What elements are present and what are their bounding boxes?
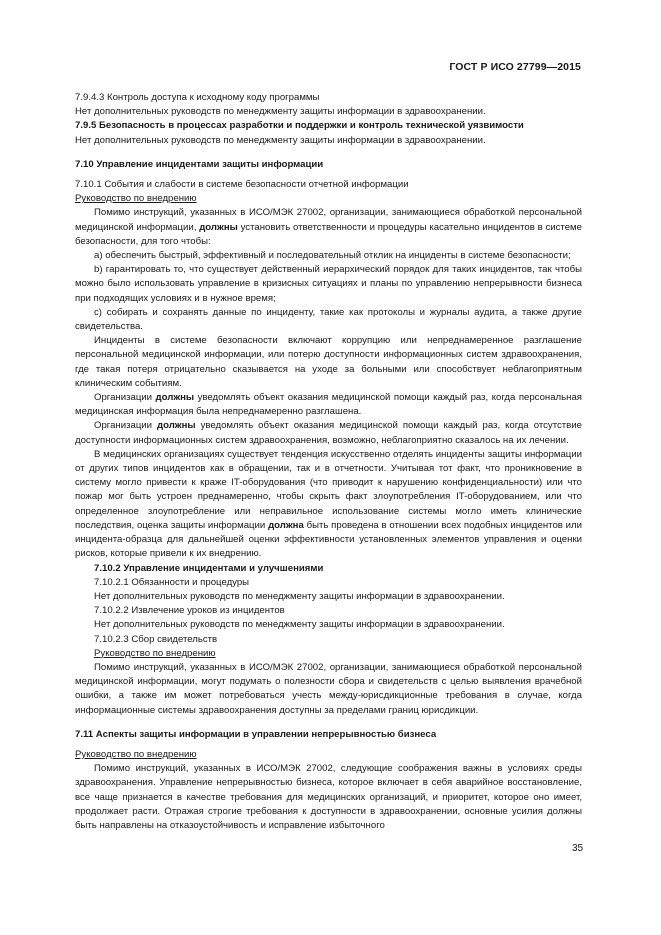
paragraph: Нет дополнительных руководств по менеджменту защиты информации в здравоохранении.	[75, 106, 486, 118]
text-run: В медицинских организациях существует тенденция искусственно отделять инциденты защиты информации от других типов инцидентов как в обращении, так и в отчетности. Учитывая тот факт, что проникновение в систему могло привести к краже IT-оборудования (что приводит к нарушению конфиденциальности) или что пожар мог быть устроен преднамеренно, чтобы скрыть факт злоупотребления IT-оборудованием, или что определенное злоупотребление или неправильное использование системы могло иметь клинические последствия, оценка защиты информации	[75, 448, 582, 531]
section-heading: 7.10.2 Управление инцидентами и улучшениями	[94, 562, 324, 574]
text-run: установить ответственности и процедуры касательно инцидентов в системе безопасности, для того чтобы:	[75, 221, 582, 247]
paragraph: 7.10.2.2 Извлечение уроков из инцидентов	[94, 605, 285, 617]
page-number: 35	[572, 843, 584, 854]
paragraph: a) обеспечить быстрый, эффективный и последовательный отклик на инциденты в системе безопасности;	[94, 250, 571, 262]
guidance-label: Руководство по внедрению	[94, 647, 216, 659]
guidance-label: Руководство по внедрению	[75, 748, 197, 760]
emphasis-text: должны	[155, 392, 195, 404]
section-heading: 7.11 Аспекты защиты информации в управлении непрерывностью бизнеса	[75, 728, 437, 740]
text-run: Помимо инструкций, указанных в ИСО/МЭК 27002, организации, занимающиеся обработкой персональной медицинской информации,	[75, 207, 582, 233]
document-body	[75, 91, 582, 833]
paragraph: c) собирать и сохранять данные по инциденту, такие как протоколы и журналы аудита, а также другие свидетельства.	[75, 306, 582, 333]
paragraph: Нет дополнительных руководств по менеджменту защиты информации в здравоохранении.	[94, 590, 505, 602]
paragraph	[75, 448, 582, 562]
paragraph: b) гарантировать то, что существует действенный иерархический порядок для таких инцидентов, так чтобы можно было использовать управление в кризисных ситуациях и планы по управлению непрерывности бизнеса при подходящих условиях и в нужное время;	[75, 264, 582, 304]
paragraph: 7.10.2.3 Сбор свидетельств	[94, 633, 218, 645]
paragraph: Нет дополнительных руководств по менеджменту защиты информации в здравоохранении.	[75, 134, 486, 146]
guidance-heading	[75, 748, 582, 762]
text-run: Организации	[94, 392, 156, 404]
paragraph: Инциденты в системе безопасности включают коррупцию или непреднамеренное разглашение персональной медицинской информации, или потерю доступности информационных систем здравоохранения, где такая потеря отрицательно сказывается на уходе за больными или способствует неблагоприятным клиническим событиям.	[75, 335, 582, 389]
text-run: Организации	[94, 420, 157, 432]
paragraph: Помимо инструкций, указанных в ИСО/МЭК 27002, следующие соображения важны в условиях среды здравоохранения. Управление непрерывностью бизнеса, которое включает в себя аварийное восстановление, все чаще признается в качестве требования для медицинских организаций, и приоритет, которое оно имеет, продолжает расти. Отражая строгие требования к доступности в здравоохранении, основные усилия должны быть направлены на отказоустойчивость и исправление избыточного	[75, 763, 582, 831]
paragraph	[75, 391, 582, 419]
document-header: ГОСТ Р ИСО 27799—2015	[449, 61, 581, 73]
section-heading: 7.10 Управление инцидентами защиты информации	[75, 158, 324, 170]
guidance-heading	[75, 647, 582, 661]
emphasis-text: должны	[199, 221, 238, 233]
paragraph	[75, 206, 582, 249]
paragraph: 7.9.4.3 Контроль доступа к исходному коду программы	[75, 92, 320, 103]
guidance-label: Руководство по внедрению	[75, 193, 197, 205]
paragraph: Помимо инструкций, указанных в ИСО/МЭК 27002, организации, занимающиеся обработкой персональной медицинской информации, могут подумать о полезности сбора и свидетельств с целью выявления врачебной ошибки, а также им может потребоваться учесть между-юрисдикционные требования в случае, когда информационные системы здравоохранения доступны за пределами границ юрисдикции.	[75, 661, 582, 716]
emphasis-text: должна	[268, 519, 304, 531]
text-run: уведомлять объект оказания медицинской помощи каждый раз, когда персональная медицинская информация была непреднамеренно разглашена.	[75, 392, 582, 418]
spacer	[75, 148, 582, 158]
section-heading: 7.9.5 Безопасность в процессах разработки и поддержки и контроль технической уязвимости	[75, 120, 524, 132]
guidance-heading	[75, 192, 582, 206]
text-run: быть проведена в отношении всех подобных инцидентов или инцидента-образца для дальнейшей оценки эффективности установленных элементов управления и оценки рисков, которые привели к их внедрению.	[75, 519, 582, 560]
paragraph: 7.10.2.1 Обязанности и процедуры	[94, 576, 250, 588]
paragraph: 7.10.1 События и слабости в системе безопасности отчетной информации	[75, 179, 409, 191]
paragraph: Нет дополнительных руководств по менеджменту защиты информации в здравоохранении.	[94, 619, 505, 631]
paragraph	[75, 419, 582, 447]
spacer	[75, 718, 582, 728]
emphasis-text: должны	[157, 420, 196, 432]
text-run: уведомлять объект оказания медицинской помощи каждый раз, когда отсутствие доступности информационных систем здравоохранения, возможно, неблагоприятно сказалось на их лечении.	[75, 420, 582, 446]
